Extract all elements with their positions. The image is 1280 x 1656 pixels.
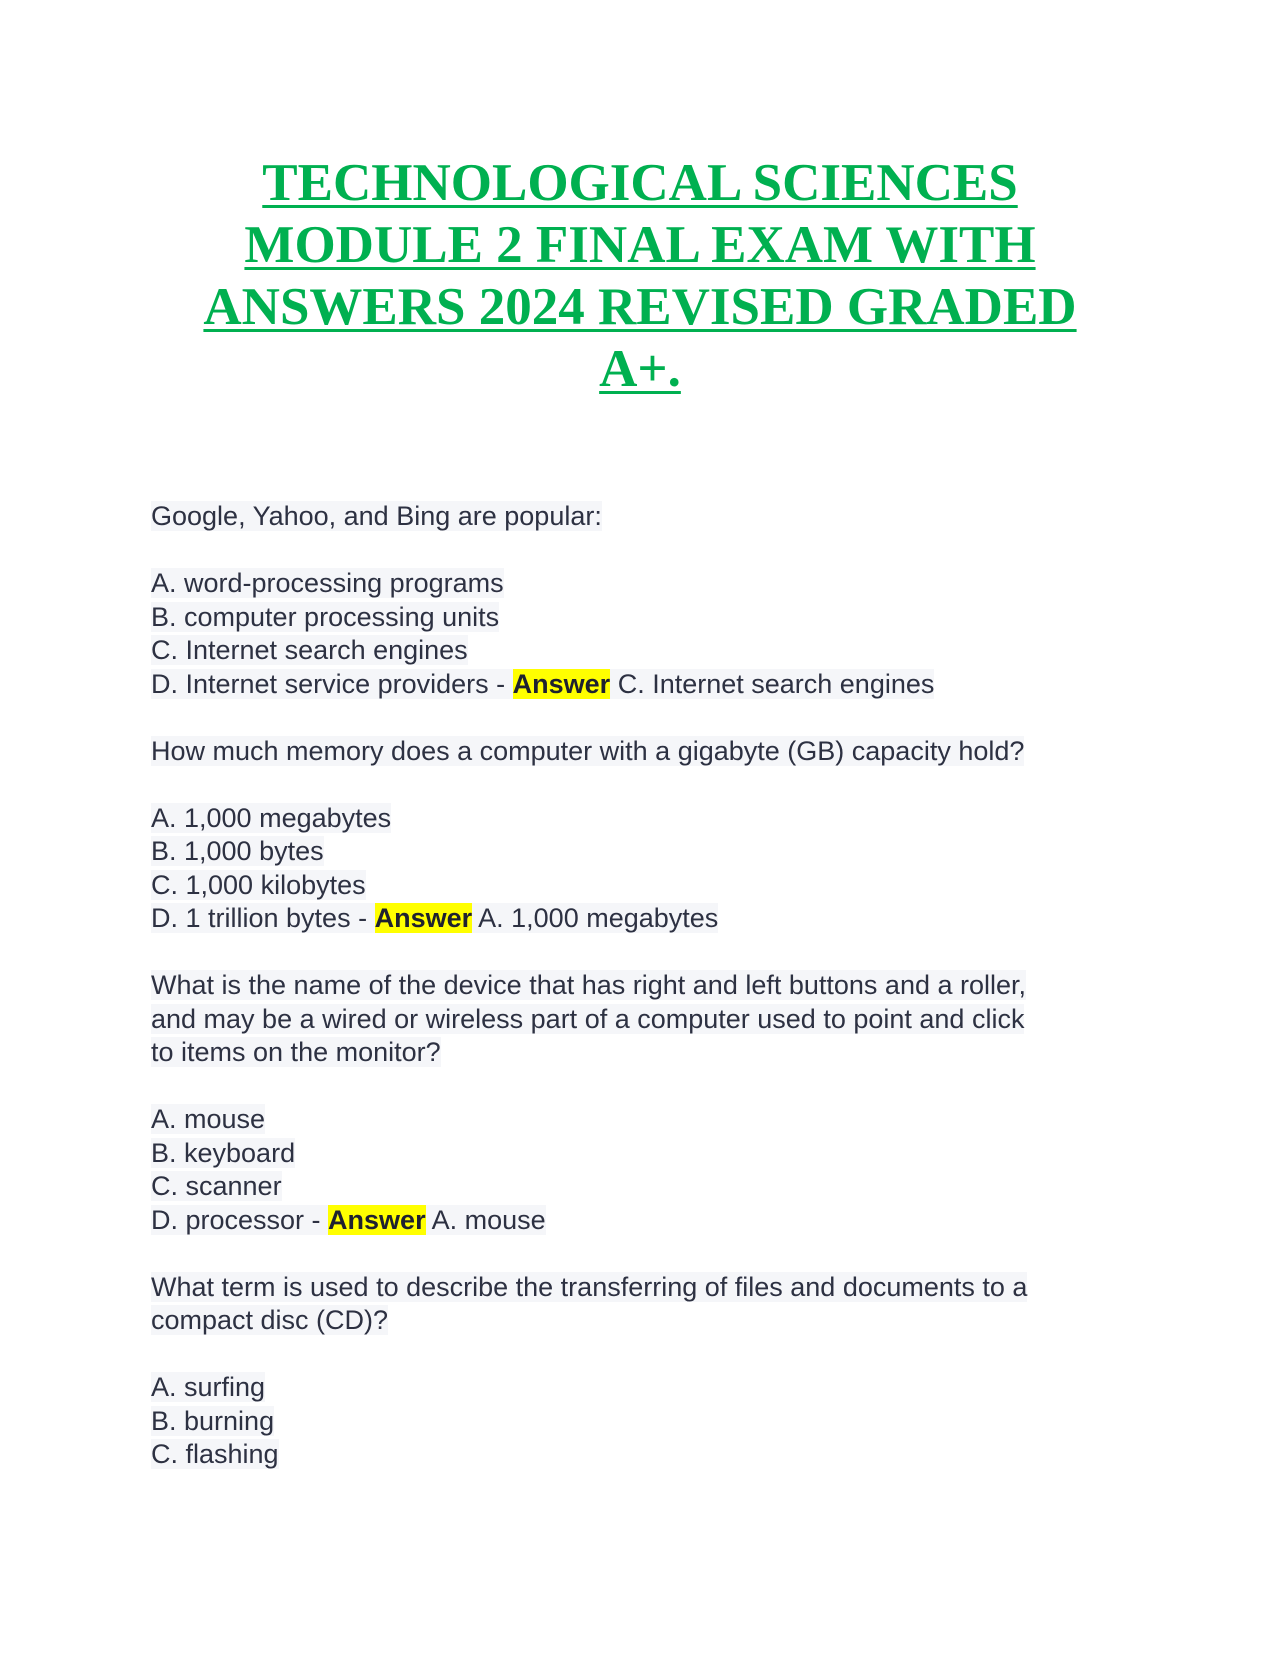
option-a: A. surfing xyxy=(151,1372,266,1402)
answer-text: A. 1,000 megabytes xyxy=(472,903,719,933)
options-1 xyxy=(151,567,1111,701)
question-3 xyxy=(151,969,1111,1070)
option-b: B. keyboard xyxy=(151,1137,296,1168)
question-text-line: and may be a wired or wireless part of a computer used to point and click xyxy=(151,1003,1025,1034)
options-2 xyxy=(151,802,1111,936)
option-c: C. Internet search engines xyxy=(151,635,468,665)
options-4 xyxy=(151,1371,1111,1472)
title-line: ANSWERS 2024 REVISED GRADED xyxy=(203,278,1077,336)
question-1 xyxy=(151,500,1111,534)
question-text-line: What term is used to describe the transferring of files and documents to a xyxy=(151,1271,1028,1302)
option-b: B. burning xyxy=(151,1405,275,1436)
question-text-line: What is the name of the device that has right and left buttons and a roller, xyxy=(151,970,1027,1000)
title-line: MODULE 2 FINAL EXAM WITH xyxy=(244,216,1036,274)
question-text-line: to items on the monitor? xyxy=(151,1037,441,1067)
option-b: B. 1,000 bytes xyxy=(151,836,324,866)
option-c: C. scanner xyxy=(151,1171,282,1201)
option-d: D. Internet service providers - Answer C. Internet search engines xyxy=(151,668,935,699)
answer-text: C. Internet search engines xyxy=(610,668,935,699)
answer-highlight: Answer xyxy=(512,668,611,699)
option-d: D. 1 trillion bytes - Answer A. 1,000 megabytes xyxy=(151,903,719,933)
answer-highlight: Answer xyxy=(328,1204,426,1235)
question-text-line: compact disc (CD)? xyxy=(151,1305,389,1335)
question-text: How much memory does a computer with a gigabyte (GB) capacity hold? xyxy=(151,735,1025,766)
title-line: A+. xyxy=(599,340,681,398)
option-a: A. word-processing programs xyxy=(151,568,504,598)
option-c: C. 1,000 kilobytes xyxy=(151,869,366,900)
title-line: TECHNOLOGICAL SCIENCES xyxy=(262,154,1018,212)
option-a: A. 1,000 megabytes xyxy=(151,802,392,833)
question-4 xyxy=(151,1271,1111,1338)
question-text: Google, Yahoo, and Bing are popular: xyxy=(151,501,602,531)
questions-list xyxy=(151,500,1111,1505)
option-a: A. mouse xyxy=(151,1104,266,1134)
document-title xyxy=(150,152,1130,400)
answer-text: A. mouse xyxy=(425,1204,546,1235)
options-3 xyxy=(151,1103,1111,1237)
answer-highlight: Answer xyxy=(374,903,473,933)
option-c: C. flashing xyxy=(151,1439,279,1469)
option-b: B. computer processing units xyxy=(151,601,500,632)
option-d: D. processor - Answer A. mouse xyxy=(151,1204,546,1235)
question-2 xyxy=(151,735,1111,769)
